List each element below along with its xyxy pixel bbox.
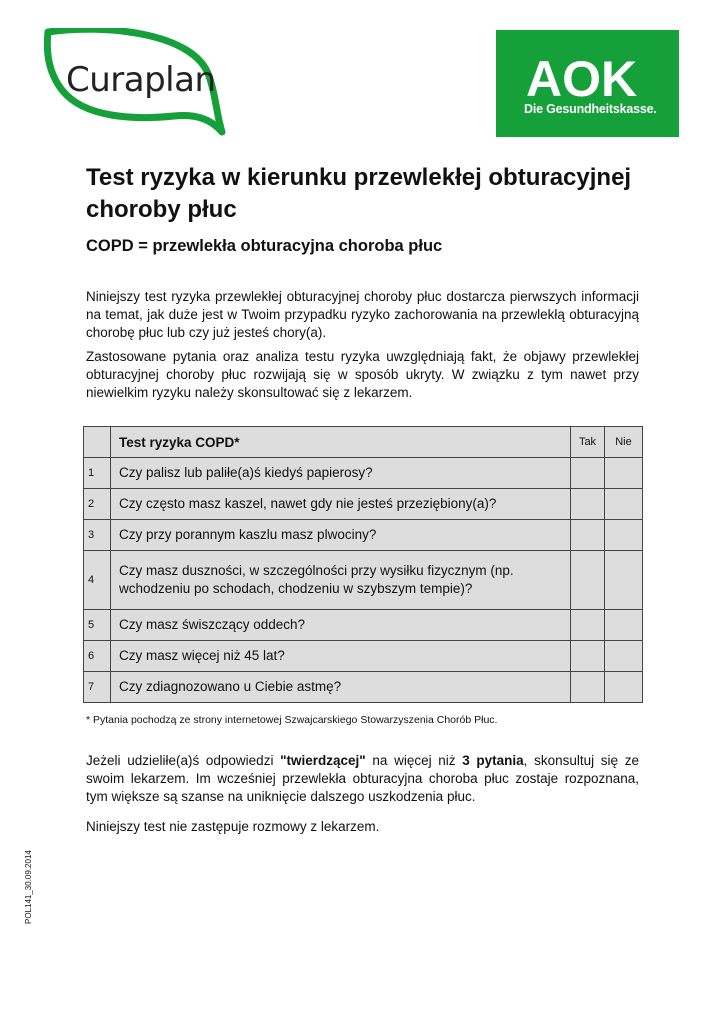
advice-bold-2: 3 pytania	[462, 753, 524, 768]
row-number: 1	[84, 458, 111, 489]
table-header-yes: Tak	[571, 427, 605, 458]
yes-checkbox-cell[interactable]	[571, 610, 605, 641]
yes-checkbox-cell[interactable]	[571, 520, 605, 551]
table-row	[84, 672, 643, 703]
row-question: Czy przy porannym kaszlu masz plwociny?	[111, 520, 571, 551]
no-checkbox-cell[interactable]	[605, 610, 643, 641]
table-row	[84, 610, 643, 641]
intro-paragraph-2: Zastosowane pytania oraz analiza testu ryzyka uwzględniają fakt, że objawy przewlekłej obturacyjnej choroby płuc rozwijają się w sposób ukryty. W związku z tym nawet przy niewielkim ryzyku należy skonsultować się z lekarzem.	[86, 349, 639, 400]
row-question: Czy masz świszczący oddech?	[111, 610, 571, 641]
row-question: Czy palisz lub paliłe(a)ś kiedyś papierosy?	[111, 458, 571, 489]
table-row	[84, 489, 643, 520]
row-number: 7	[84, 672, 111, 703]
footnote: * Pytania pochodzą ze strony internetowej Szwajcarskiego Stowarzyszenia Chorób Płuc.	[86, 714, 498, 726]
advice-text-3: , skonsultuj się ze swoim lekarzem. Im wcześniej przewlekła obturacyjna choroba płuc zostaje rozpoznana, tym większe są szanse na uniknięcie dalszego uszkodzenia płuc.	[86, 753, 639, 804]
row-question: Czy masz więcej niż 45 lat?	[111, 641, 571, 672]
yes-checkbox-cell[interactable]	[571, 672, 605, 703]
yes-checkbox-cell[interactable]	[571, 641, 605, 672]
table-row	[84, 641, 643, 672]
copd-risk-table	[83, 426, 643, 703]
table-row	[84, 520, 643, 551]
table-row	[84, 551, 643, 610]
table-row	[84, 458, 643, 489]
page-subtitle: COPD = przewlekła obturacyjna choroba płuc	[86, 237, 443, 255]
table-header-no: Nie	[605, 427, 643, 458]
page-title: Test ryzyka w kierunku przewlekłej obturacyjnej choroby płuc	[86, 164, 632, 223]
row-question: Czy zdiagnozowano u Ciebie astmę?	[111, 672, 571, 703]
row-number: 6	[84, 641, 111, 672]
no-checkbox-cell[interactable]	[605, 489, 643, 520]
no-checkbox-cell[interactable]	[605, 672, 643, 703]
row-number: 3	[84, 520, 111, 551]
disclaimer: Niniejszy test nie zastępuje rozmowy z lekarzem.	[86, 819, 380, 834]
aok-logo	[496, 30, 679, 137]
table-header-title: Test ryzyka COPD*	[111, 427, 571, 458]
advice-text-1: Jeżeli udzieliłe(a)ś odpowiedzi	[86, 753, 281, 768]
table-header-row	[84, 427, 643, 458]
aok-emblem	[526, 52, 651, 102]
no-checkbox-cell[interactable]	[605, 551, 643, 610]
no-checkbox-cell[interactable]	[605, 641, 643, 672]
yes-checkbox-cell[interactable]	[571, 489, 605, 520]
yes-checkbox-cell[interactable]	[571, 458, 605, 489]
intro-paragraph-1: Niniejszy test ryzyka przewlekłej obturacyjnej choroby płuc dostarcza pierwszych informacji na temat, jak duże jest w Twoim przypadku ryzyko zachorowania na przewlekłą obturacyjną chorobę płuc lub czy już jesteś chory(a).	[86, 289, 639, 340]
row-number: 2	[84, 489, 111, 520]
aok-tagline: Die Gesundheitskasse.	[524, 102, 657, 116]
curaplan-logo-text: Curaplan	[66, 60, 216, 100]
no-checkbox-cell[interactable]	[605, 458, 643, 489]
advice-text-2: na więcej niż	[365, 753, 463, 768]
row-question: Czy masz duszności, w szczególności przy wysiłku fizycznym (np. wchodzeniu po schodach, chodzeniu w szybszym tempie)?	[111, 551, 571, 610]
yes-checkbox-cell[interactable]	[571, 551, 605, 610]
document-code: POL141_30.09.2014	[24, 850, 33, 924]
no-checkbox-cell[interactable]	[605, 520, 643, 551]
aok-logo-text: AOK	[526, 52, 638, 102]
curaplan-logo	[44, 28, 229, 138]
table-header-number	[84, 427, 111, 458]
advice-paragraph	[86, 752, 639, 806]
row-number: 5	[84, 610, 111, 641]
advice-bold-1: "twierdzącej"	[280, 753, 366, 768]
row-number: 4	[84, 551, 111, 610]
row-question: Czy często masz kaszel, nawet gdy nie jesteś przeziębiony(a)?	[111, 489, 571, 520]
